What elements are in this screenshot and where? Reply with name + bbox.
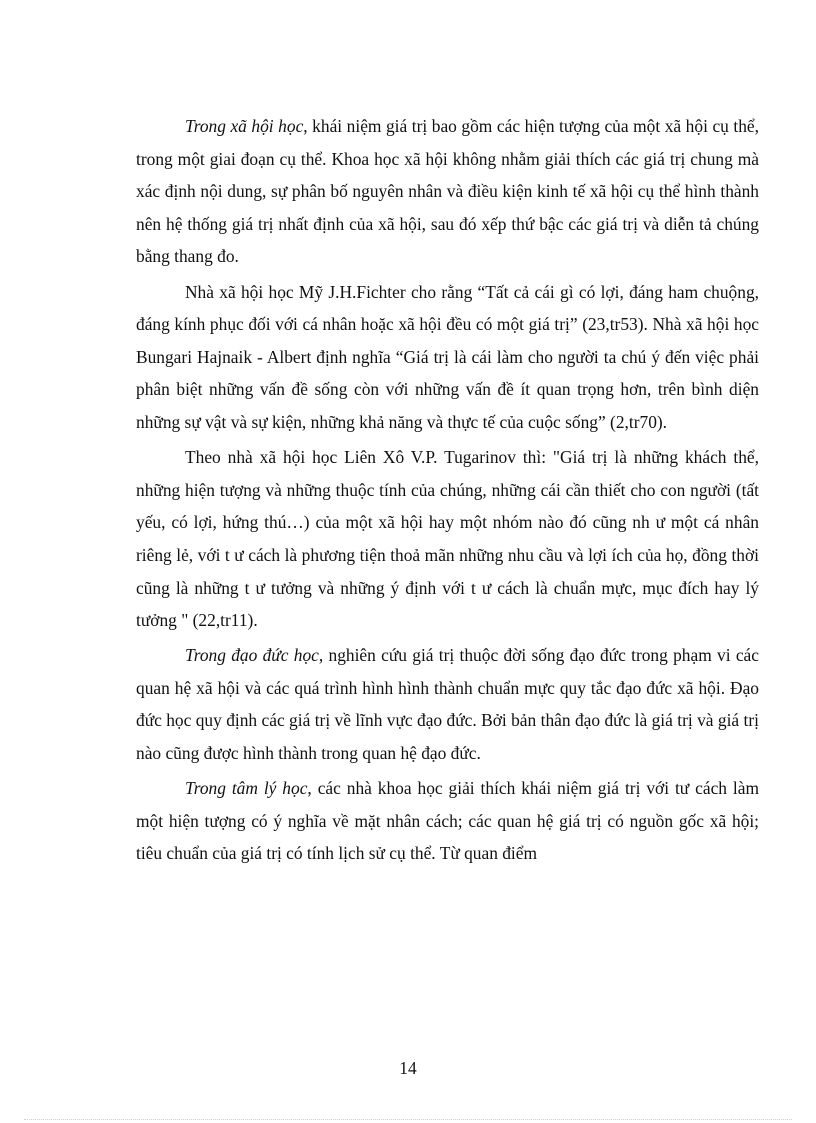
paragraph-tugarinov xyxy=(136,441,759,637)
page-number: 14 xyxy=(399,1058,417,1078)
paragraph-lead: Trong tâm lý học xyxy=(185,778,308,799)
paragraph-sociology xyxy=(136,110,759,273)
paragraph-psychology xyxy=(136,772,759,870)
paragraph-lead: Trong đạo đức học xyxy=(185,645,319,666)
paragraph-text: Theo nhà xã hội học Liên Xô V.P. Tugarinov thì: "Giá trị là những khách thể, những hiện tượng và những thuộc tính của chúng, những cái cần thiết cho con người (tất yếu, có lợi, hứng thú…) của một xã hội hay một nhóm nào đó cũng nh ư một cá nhân riêng lẻ, với t ư cách là phương tiện thoả mãn những nhu cầu và lợi ích của họ, đồng thời cũng là những t ư tưởng và những ý định với t ư cách là chuẩn mực, mục đích hay lý tưởng " (22,tr11). xyxy=(136,447,759,631)
paragraph-lead: Trong xã hội học xyxy=(185,116,304,136)
paragraph-text: , các nhà khoa học giải thích khái niệm giá trị với tư cách làm một hiện tượng có ý nghĩa về mặt nhân cách; các quan hệ giá trị có nguồn gốc xã hội; tiêu chuẩn của giá trị có tính lịch sử cụ thể. Từ quan điểm xyxy=(136,778,759,864)
paragraph-text: Nhà xã hội học Mỹ J.H.Fichter cho rằng “Tất cả cái gì có lợi, đáng ham chuộng, đáng kính phục đối với cá nhân hoặc xã hội đều có một giá trị” (23,tr53). Nhà xã hội học Bungari Hajnaik - Albert định nghĩa “Giá trị là cái làm cho người ta chú ý đến việc phải phân biệt những vấn đề sống còn với những vấn đề ít quan trọng hơn, trên bình diện những sự vật và sự kiện, những khả năng và thực tế của cuộc sống” (2,tr70). xyxy=(136,281,759,432)
paragraph-fichter xyxy=(136,276,759,439)
paragraph-text: , nghiên cứu giá trị thuộc đời sống đạo đức trong phạm vi các quan hệ xã hội và các quá trình hình hình thành chuẩn mực quy tắc đạo đức xã hội. Đạo đức học quy định các giá trị về lĩnh vực đạo đức. Bởi bản thân đạo đức là giá trị và giá trị nào cũng được hình thành trong quan hệ đạo đức. xyxy=(136,645,759,764)
body-text xyxy=(136,110,759,873)
paragraph-ethics xyxy=(136,639,759,769)
paragraph-text: , khái niệm giá trị bao gồm các hiện tượng của một xã hội cụ thể, trong một giai đoạn cụ thể. Khoa học xã hội không nhằm giải thích các giá trị chung mà xác định nội dung, sự phân bố nguyên nhân và điều kiện kinh tế xã hội cụ thể hình thành nên hệ thống giá trị nhất định của xã hội, sau đó xếp thứ bậc các giá trị và diễn tả chúng bằng thang đo. xyxy=(136,116,759,267)
page-bottom-divider xyxy=(24,1119,792,1120)
